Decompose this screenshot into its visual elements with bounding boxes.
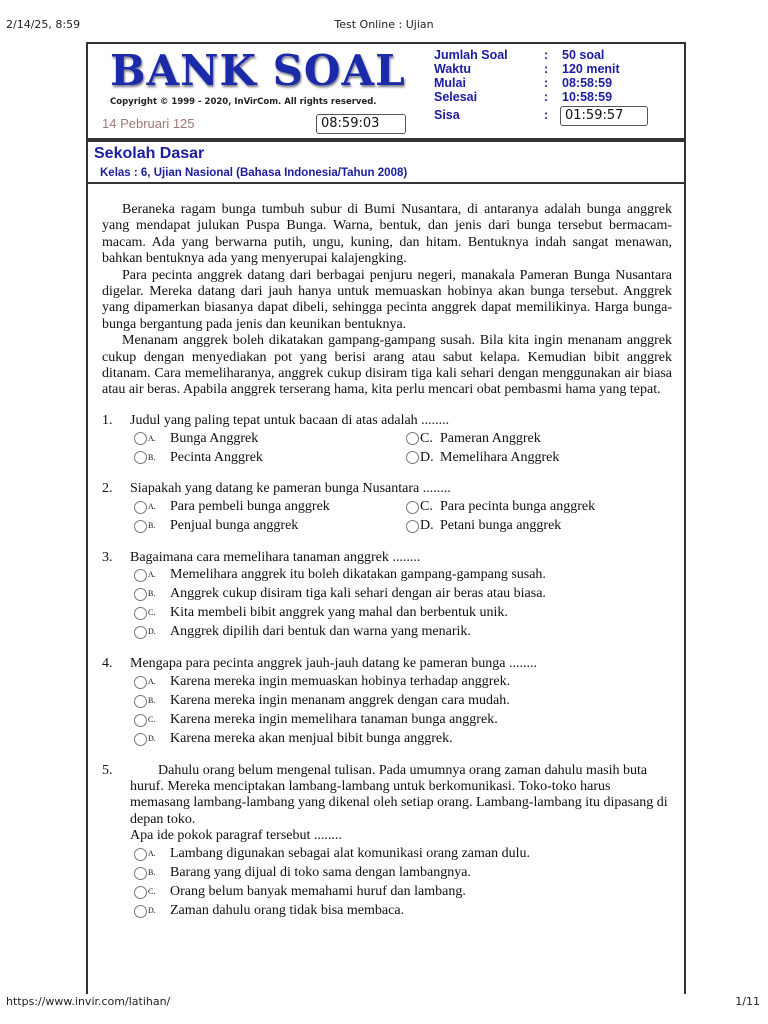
option-text: Bunga Anggrek: [170, 430, 259, 446]
radio-button[interactable]: [134, 905, 147, 918]
option-text: Karena mereka ingin memuaskan hobinya terhadap anggrek.: [170, 673, 511, 689]
question: [102, 413, 672, 467]
reading-passage: [102, 202, 672, 399]
passage-paragraph: Para pecinta anggrek datang dari berbagai penjuru negeri, manakala Pameran Bunga Nusantara digelar. Mereka datang dari jauh hanya untuk memuaskan hobinya akan bunga tersebut. Anggrek yang dipamerkan biasanya dapat dibeli, sehingga pecinta anggrek dapat memilikinya. Harga bunga-bunga bergantung pada jenis dan keunikan bentuknya.: [102, 267, 672, 332]
print-datetime: 2/14/25, 8:59: [6, 18, 81, 31]
section-title: Sekolah Dasar: [94, 145, 205, 162]
answer-option[interactable]: [134, 673, 672, 692]
passage-paragraph: Menanam anggrek boleh dikatakan gampang-gampang susah. Bila kita ingin menanam anggrek cukup dengan menyediakan pot yang berisi arang atau sabut kelapa. Kemudian bibit anggrek ditanam. Cara memeliharanya, anggrek cukup disiram tiga kali sehari dengan menggunakan air biasa atau air beras. Apabila anggrek terserang hama, kita perlu mencari obat pembasmi hama yang tepat.: [102, 333, 672, 398]
answer-option[interactable]: [134, 711, 672, 730]
option-text: Para pecinta bunga anggrek: [440, 498, 596, 514]
copyright: Copyright © 1999 - 2020, InVirCom. All rights reserved.: [110, 97, 377, 107]
answer-option[interactable]: [134, 730, 672, 749]
option-letter: D.: [148, 733, 156, 743]
clock-field: 08:59:03: [316, 114, 406, 134]
option-letter: C.: [148, 886, 156, 896]
radio-button[interactable]: [406, 432, 419, 445]
radio-button[interactable]: [134, 867, 147, 880]
radio-button[interactable]: [134, 695, 147, 708]
passage-paragraph: Beraneka ragam bunga tumbuh subur di Bumi Nusantara, di antaranya adalah bunga anggrek yang mendapat julukan Puspa Bunga. Warna, bentuk, dan jenis dari bunga tersebut bermacam-macam. Ada yang berwarna putih, ungu, kuning, dan hitam. Bentuknya indah sangat menawan, bahkan bentuknya ada yang menyerupai kalajengking.: [102, 202, 672, 267]
bank-soal-logo: BANK SOAL: [110, 46, 406, 95]
option-text: Karena mereka akan menjual bibit bunga anggrek.: [170, 730, 453, 746]
question-list: [102, 413, 672, 921]
option-letter: D.: [148, 905, 156, 915]
option-letter: A.: [148, 570, 156, 580]
radio-button[interactable]: [134, 714, 147, 727]
radio-button[interactable]: [134, 626, 147, 639]
question-text: Siapakah yang datang ke pameran bunga Nusantara ........: [130, 481, 451, 497]
question-text: Mengapa para pecinta anggrek jauh-jauh datang ke pameran bunga ........: [130, 656, 537, 672]
option-letter: B.: [148, 867, 156, 877]
answer-option[interactable]: [406, 448, 672, 467]
footer-url: https://www.invir.com/latihan/: [6, 995, 171, 1008]
option-letter: D.: [420, 449, 434, 465]
answer-option[interactable]: [134, 498, 406, 517]
radio-button[interactable]: [134, 733, 147, 746]
option-letter: B.: [148, 695, 156, 705]
answer-option[interactable]: [134, 604, 672, 623]
question-number: 5.: [102, 762, 113, 778]
question: [102, 656, 672, 748]
option-text: Pameran Anggrek: [440, 430, 541, 446]
radio-button[interactable]: [134, 569, 147, 582]
answer-option[interactable]: [406, 429, 672, 448]
answer-option[interactable]: [134, 902, 672, 921]
question-text: Judul yang paling tepat untuk bacaan di atas adalah ........: [130, 412, 450, 428]
answer-option[interactable]: [134, 448, 406, 467]
answer-option[interactable]: [134, 585, 672, 604]
radio-button[interactable]: [406, 501, 419, 514]
answer-option[interactable]: [134, 566, 672, 585]
header: BANK SOAL Copyright © 1999 - 2020, InVirCom. All rights reserved. 14 Pebruari 125 08:59:03 Jumlah Soal : 50 soal Waktu : 120 menit Mulai : 08:58:59 Selesai : 10:58:59 Sisa : 01:59:57: [88, 44, 684, 142]
option-text: Karena mereka ingin memelihara tanaman bunga anggrek.: [170, 711, 498, 727]
option-letter: A.: [148, 433, 156, 443]
question-number: 1.: [102, 412, 113, 428]
answer-option[interactable]: [134, 692, 672, 711]
radio-button[interactable]: [134, 451, 147, 464]
remaining-time-field: 01:59:57: [560, 106, 648, 126]
option-text: Memelihara Anggrek: [440, 449, 560, 465]
radio-button[interactable]: [134, 432, 147, 445]
option-letter: B.: [148, 520, 156, 530]
radio-button[interactable]: [134, 588, 147, 601]
print-title: Test Online : Ujian: [334, 18, 434, 31]
option-letter: B.: [148, 589, 156, 599]
radio-button[interactable]: [406, 520, 419, 533]
option-text: Lambang digunakan sebagai alat komunikasi orang zaman dulu.: [170, 845, 531, 861]
option-letter: C.: [148, 608, 156, 618]
answer-option[interactable]: [134, 517, 406, 536]
exam-content: [102, 202, 672, 921]
radio-button[interactable]: [134, 607, 147, 620]
answer-option[interactable]: [134, 864, 672, 883]
answer-option[interactable]: [134, 845, 672, 864]
radio-button[interactable]: [134, 520, 147, 533]
footer-page: 1/11: [735, 995, 760, 1008]
question: [102, 481, 672, 535]
radio-button[interactable]: [134, 501, 147, 514]
question: [102, 763, 672, 921]
option-text: Para pembeli bunga anggrek: [170, 498, 330, 514]
option-letter: A.: [148, 501, 156, 511]
option-text: Orang belum banyak memahami huruf dan lambang.: [170, 883, 466, 899]
section-header: [88, 142, 684, 184]
question-prompt: Apa ide pokok paragraf tersebut ........: [130, 828, 342, 844]
option-text: Barang yang dijual di toko sama dengan lambangnya.: [170, 864, 471, 880]
current-date: 14 Pebruari 125: [102, 116, 195, 131]
option-text: Anggrek cukup disiram tiga kali sehari dengan air beras atau biasa.: [170, 586, 546, 602]
answer-option[interactable]: [134, 623, 672, 642]
answer-option[interactable]: [406, 517, 672, 536]
question: [102, 550, 672, 642]
radio-button[interactable]: [134, 676, 147, 689]
option-text: Kita membeli bibit anggrek yang mahal dan berbentuk unik.: [170, 605, 508, 621]
answer-option[interactable]: [406, 498, 672, 517]
radio-button[interactable]: [134, 848, 147, 861]
answer-option[interactable]: [134, 883, 672, 902]
option-text: Memelihara anggrek itu boleh dikatakan gampang-gampang susah.: [170, 567, 546, 583]
radio-button[interactable]: [134, 886, 147, 899]
option-letter: A.: [148, 848, 156, 858]
option-letter: D.: [148, 627, 156, 637]
question-number: 4.: [102, 656, 113, 672]
radio-button[interactable]: [406, 451, 419, 464]
option-text: Penjual bunga anggrek: [170, 517, 299, 533]
section-subtitle: Kelas : 6, Ujian Nasional (Bahasa Indonesia/Tahun 2008): [100, 167, 408, 179]
question-number: 3.: [102, 549, 113, 565]
option-letter: C.: [148, 714, 156, 724]
option-letter: A.: [148, 676, 156, 686]
option-text: Zaman dahulu orang tidak bisa membaca.: [170, 902, 405, 918]
option-letter: C.: [420, 430, 433, 446]
option-text: Anggrek dipilih dari bentuk dan warna yang menarik.: [170, 624, 471, 640]
question-text: Dahulu orang belum mengenal tulisan. Pada umumnya orang zaman dahulu masih buta huruf. Mereka menciptakan lambang-lambang untuk berkomunikasi. Toko-toko harus memasang lambang-lambang yang dikenal oleh setiap orang. Lambang-lambang itu dipasang di depan toko.: [130, 762, 668, 827]
option-letter: D.: [420, 517, 434, 533]
option-letter: B.: [148, 452, 156, 462]
question-text: Bagaimana cara memelihara tanaman anggrek ........: [130, 549, 421, 565]
option-text: Petani bunga anggrek: [440, 517, 562, 533]
question-number: 2.: [102, 481, 113, 497]
option-text: Karena mereka ingin menanam anggrek dengan cara mudah.: [170, 692, 510, 708]
answer-option[interactable]: [134, 429, 406, 448]
option-letter: C.: [420, 498, 433, 514]
option-text: Pecinta Anggrek: [170, 449, 263, 465]
